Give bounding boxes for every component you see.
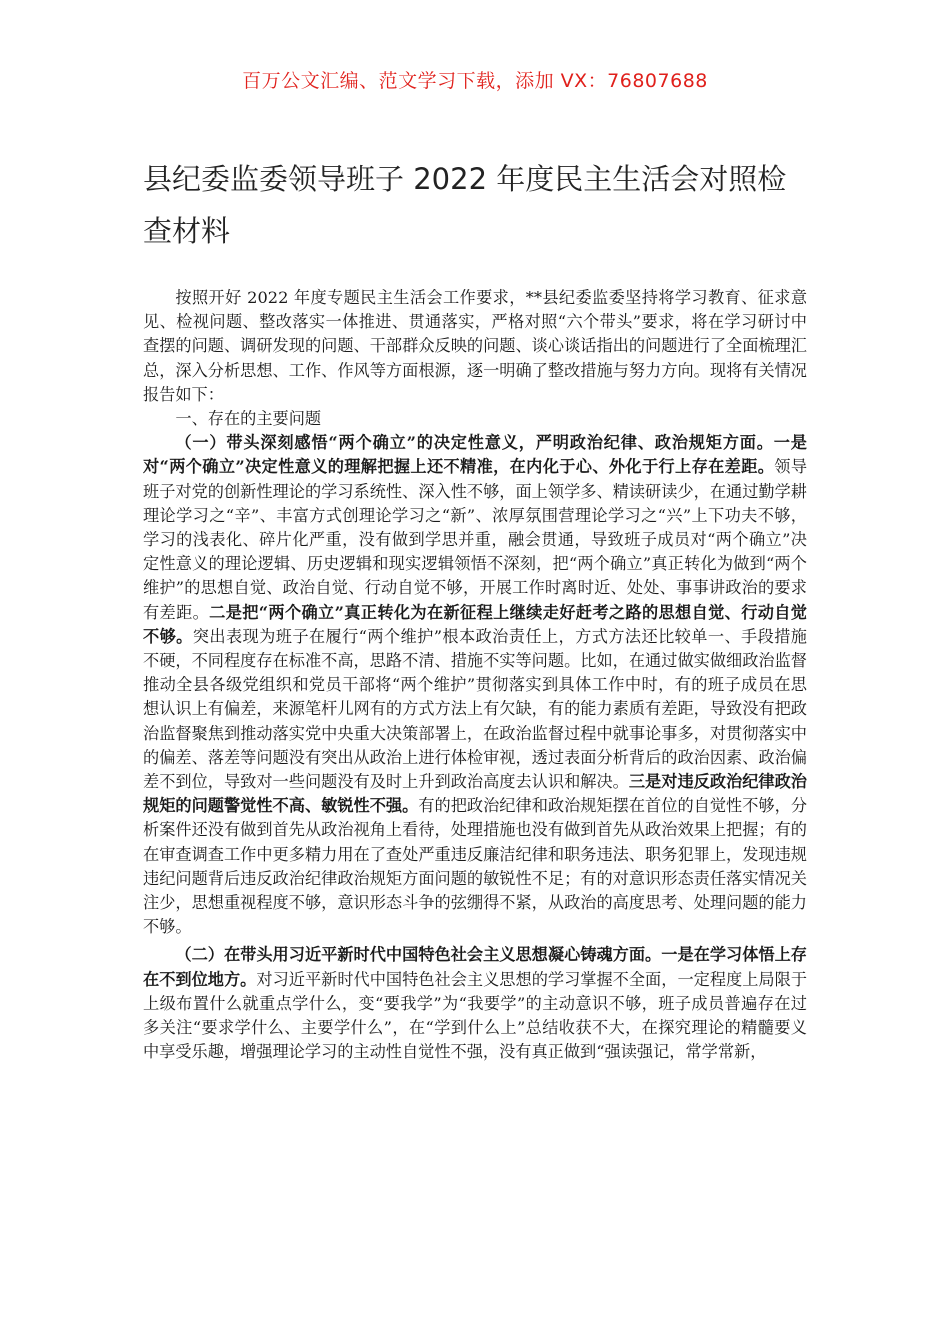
- part-two-lead: （二）在带头用习近平新时代中国特色社会主义思想凝心铸魂方面。一是在学习体悟上存在不到位地方。: [143, 945, 807, 989]
- document-title: 县纪委监委领导班子 2022 年度民主生活会对照检查材料: [143, 162, 787, 248]
- part-one-point-2: 二是把“两个确立”真正转化为在新征程上继续走好赶考之路的思想自觉、行动自觉不够。: [143, 602, 807, 646]
- document-body: [143, 286, 807, 1065]
- section-heading: 一、存在的主要问题: [175, 409, 322, 429]
- part-two-paragraph: [143, 943, 807, 1064]
- promo-banner: 百万公文汇编、范文学习下载，添加 VX：76807688: [242, 70, 708, 92]
- part-one-paragraph: [143, 431, 807, 939]
- part-one-lead: （一）带头深刻感悟“两个确立”的决定性意义，严明政治纪律、政治规矩方面。一是对“两个确立”决定性意义的理解把握上还不精准，在内化于心、外化于行上存在差距。: [143, 433, 807, 477]
- part-one-text-3: 有的把政治纪律和政治规矩摆在首位的自觉性不够，分析案件还没有做到首先从政治视角上看待，处理措施也没有做到首先从政治效果上把握；有的在审查调查工作中更多精力用在了查处严重违反廉洁纪律和职务违法、职务犯罪上，发现违规违纪问题背后违反政治纪律政治规矩方面问题的敏锐性不足；有的对意识形态责任落实情况关注少，思想重视程度不够，意识形态斗争的弦绷得不紧，从政治的高度思考、处理问题的能力不够。: [143, 796, 808, 937]
- intro-paragraph: 按照开好 2022 年度专题民主生活会工作要求，**县纪委监委坚持将学习教育、征求意见、检视问题、整改落实一体推进、贯通落实，严格对照“六个带头”要求，将在学习研讨中查摆的问题、调研发现的问题、干部群众反映的问题、谈心谈话指出的问题进行了全面梳理汇总，深入分析思想、工作、作风等方面根源，逐一明确了整改措施与努力方向。现将有关情况报告如下：: [143, 288, 807, 404]
- part-one-text-2: 突出表现为班子在履行“两个维护”根本政治责任上，方式方法还比较单一、手段措施不硬，不同程度存在标准不高，思路不清、措施不实等问题。比如，在通过做实做细政治监督推动全县各级党组织和党员干部将“两个维护”贯彻落实到具体工作中时，有的班子成员在思想认识上有偏差，来源笔杆儿网有的方式方法上有欠缺，有的能力素质有差距，导致没有把政治监督聚焦到推动落实党中央重大决策部署上，在政治监督过程中就事论事多，对贯彻落实中的偏差、落差等问题没有突出从政治上进行体检审视，透过表面分析背后的政治因素、政治偏差不到位，导致对一些问题没有及时上升到政治高度去认识和解决。: [143, 626, 807, 792]
- part-one-point-3: 三是对违反政治纪律政治规矩的问题警觉性不高、敏锐性不强。: [143, 772, 807, 816]
- part-two-text-1: 对习近平新时代中国特色社会主义思想的学习掌握不全面，一定程度上局限于上级布置什么就重点学什么，变“要我学”为“我要学”的主动意识不够，班子成员普遍存在过多关注“要求学什么、主要学什么”，在“学到什么上”总结收获不大，在探究理论的精髓要义中享受乐趣，增强理论学习的主动性自觉性不强，没有真正做到“强读强记，常学常新，: [143, 969, 808, 1062]
- part-one-text-1: 领导班子对党的创新性理论的学习系统性、深入性不够，面上领学多、精读研读少，在通过勤学耕理论学习之“辛”、丰富方式创理论学习之“新”、浓厚氛围营理论学习之“兴”上下功夫不够，学习的浅表化、碎片化严重，没有做到学思并重，融会贯通，导致班子成员对“两个确立”决定性意义的理论逻辑、历史逻辑和现实逻辑领悟不深刻，把“两个确立”真正转化为做到“两个维护”的思想自觉、政治自觉、行动自觉不够，开展工作时离时近、处处、事事讲政治的要求有差距。: [143, 457, 808, 622]
